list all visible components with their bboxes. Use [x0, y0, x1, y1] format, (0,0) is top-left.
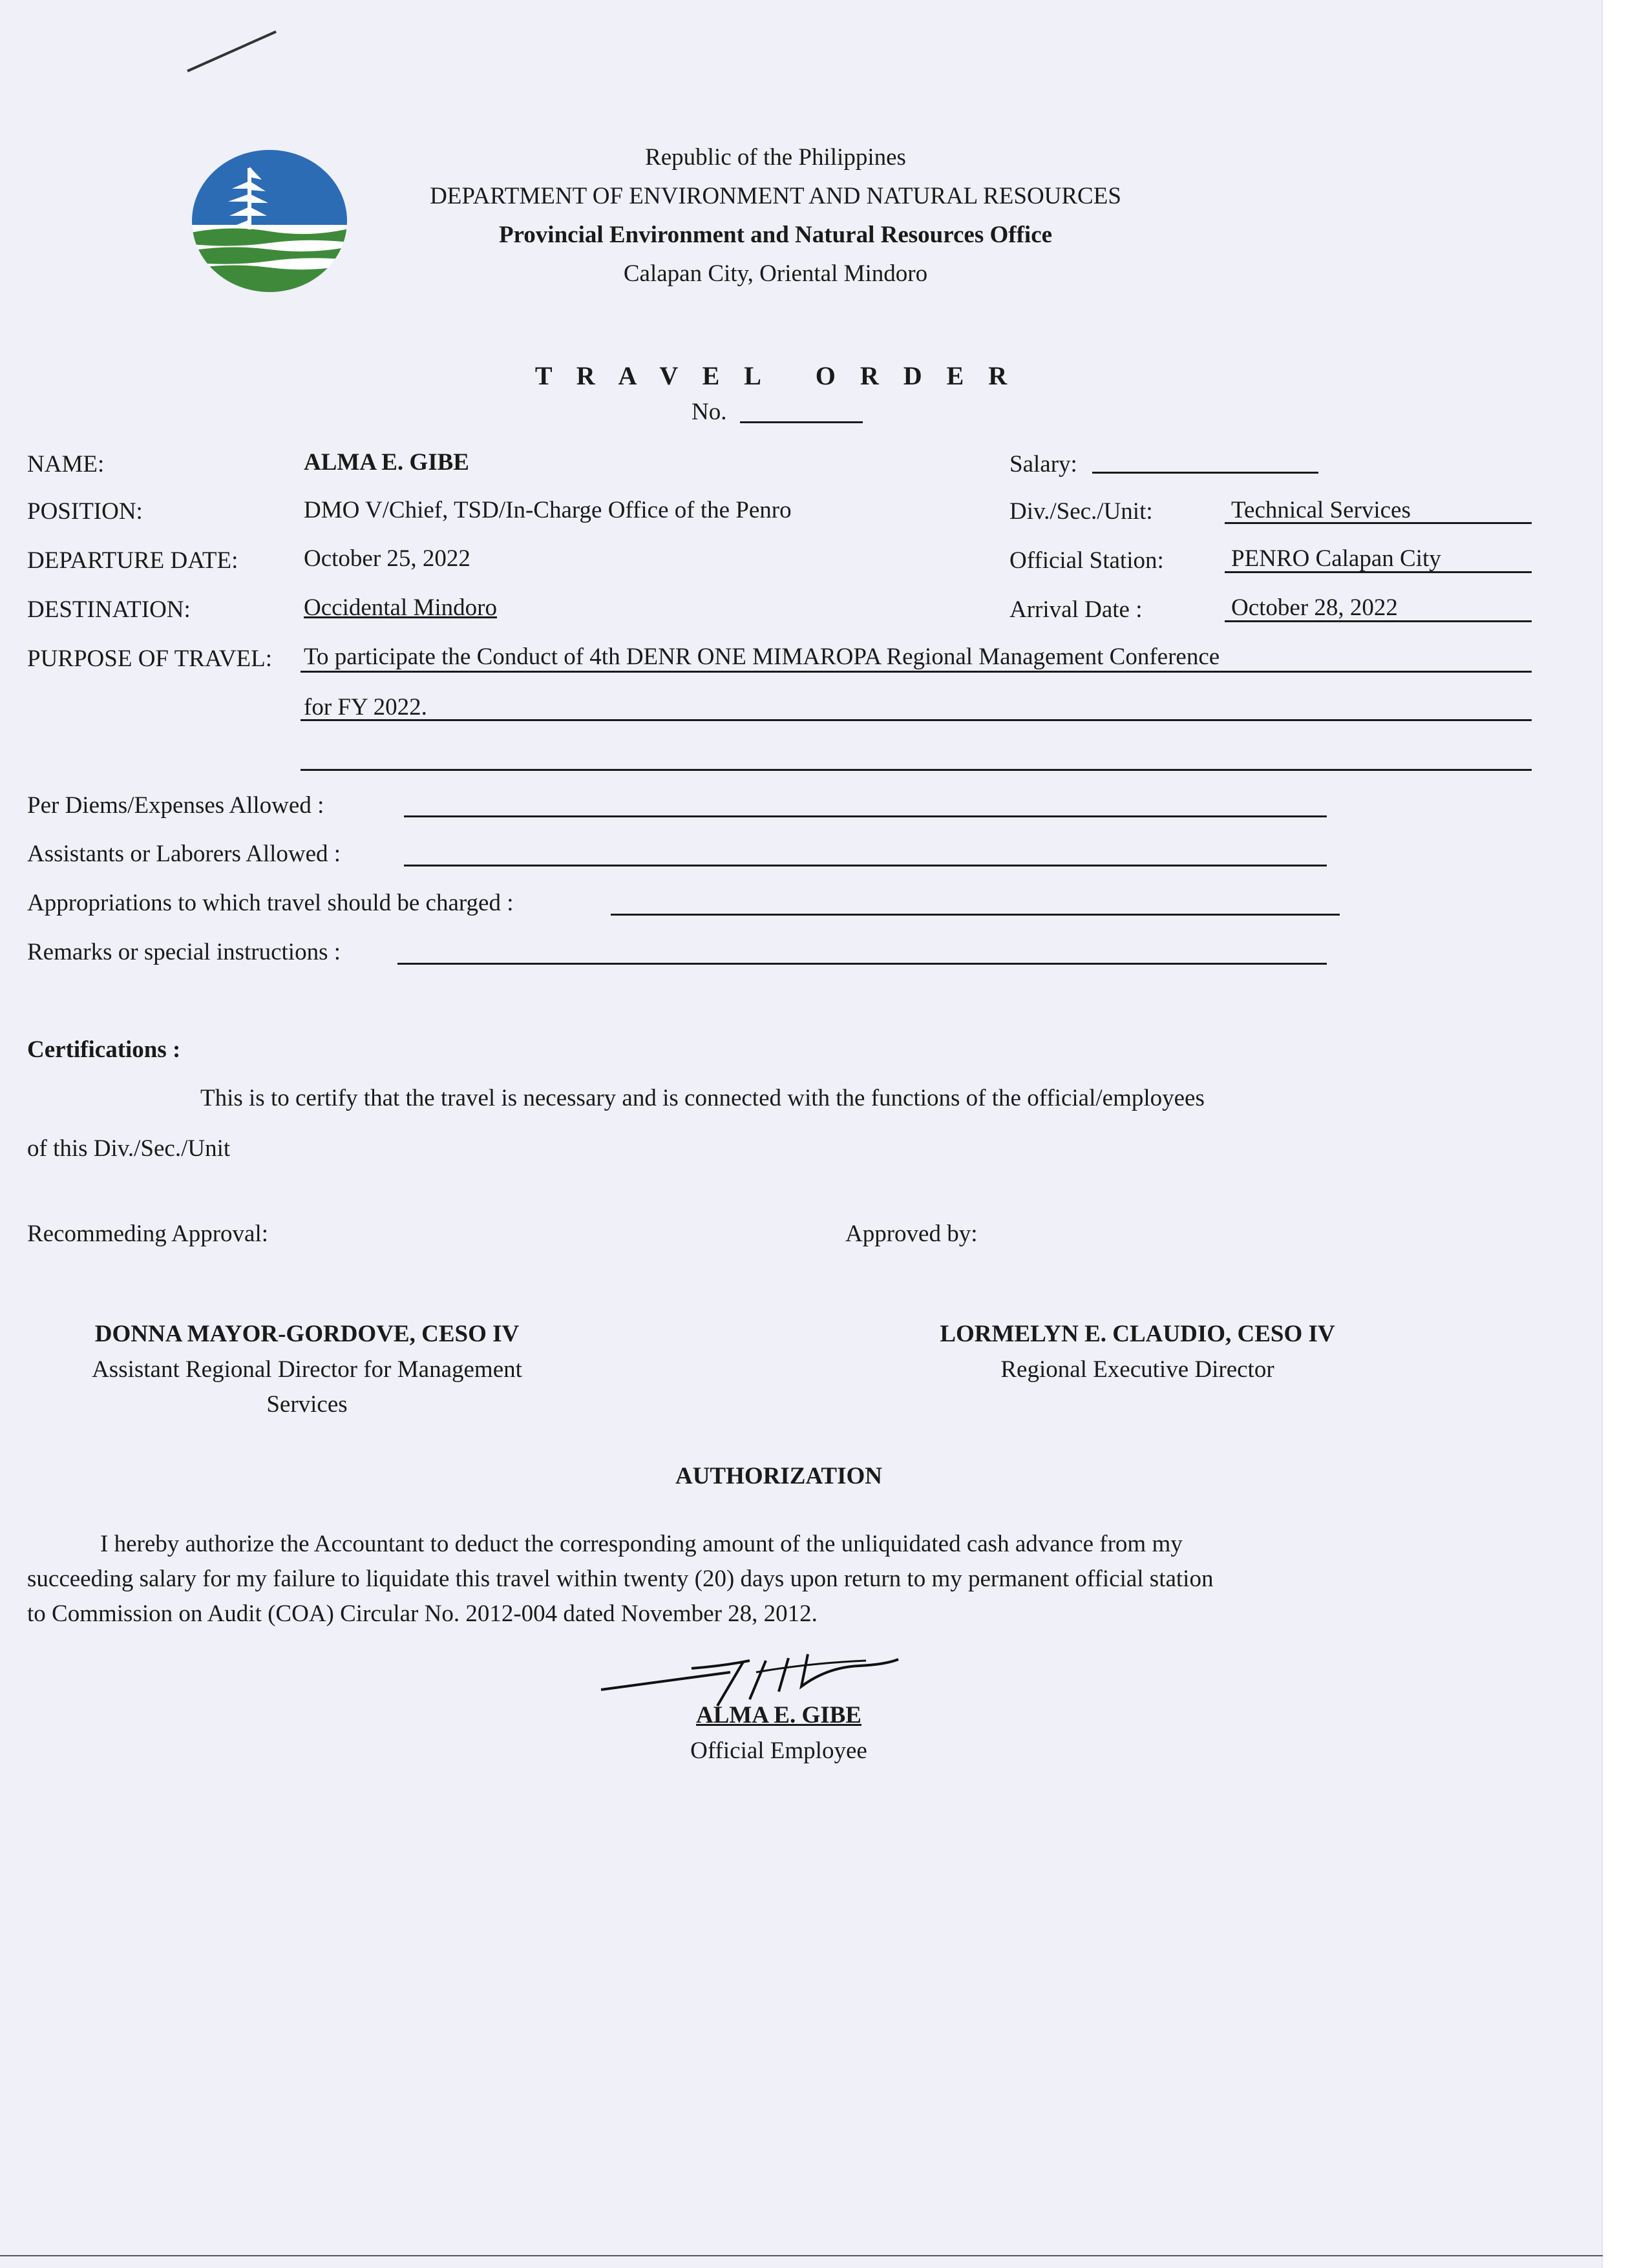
certifications-heading: Certifications : — [27, 1036, 181, 1063]
appropriations-label: Appropriations to which travel should be charged : — [27, 890, 514, 916]
destination-value: Occidental Mindoro — [304, 594, 497, 621]
position-label: POSITION: — [27, 498, 143, 525]
authorization-line-2: succeeding salary for my failure to liquidate this travel within twenty (20) days upon return to my permanent official station — [27, 1566, 1214, 1592]
arrival-field-line — [1225, 620, 1532, 622]
department-line: DEPARTMENT OF ENVIRONMENT AND NATURAL RESOURCES — [430, 183, 1121, 209]
per-diems-field[interactable] — [404, 815, 1327, 817]
page-edge — [1601, 0, 1648, 2268]
purpose-rule-1 — [301, 671, 1532, 673]
approver-title: Regional Executive Director — [1000, 1356, 1274, 1383]
station-value: PENRO Calapan City — [1231, 545, 1441, 572]
recommender-title-1: Assistant Regional Director for Management — [92, 1356, 522, 1383]
purpose-rule-3 — [301, 769, 1532, 771]
destination-label: DESTINATION: — [27, 596, 191, 623]
certification-line-1: This is to certify that the travel is necessary and is connected with the functions of the official/employees — [200, 1085, 1205, 1111]
purpose-label: PURPOSE OF TRAVEL: — [27, 646, 273, 672]
station-label: Official Station: — [1009, 547, 1164, 574]
name-value: ALMA E. GIBE — [304, 449, 469, 476]
authorization-line-1: I hereby authorize the Accountant to deduct the corresponding amount of the unliquidated cash advance from my — [100, 1531, 1183, 1557]
division-value: Technical Services — [1231, 497, 1411, 523]
signatory-title: Official Employee — [690, 1738, 867, 1764]
recommender-title-2: Services — [266, 1391, 348, 1418]
arrival-value: October 28, 2022 — [1231, 594, 1398, 621]
page-bottom-rule — [0, 2255, 1603, 2256]
division-label: Div./Sec./Unit: — [1009, 498, 1153, 525]
pen-mark — [187, 30, 277, 72]
departure-label: DEPARTURE DATE: — [27, 547, 238, 574]
office-line: Provincial Environment and Natural Resources Office — [498, 222, 1053, 248]
appropriations-field[interactable] — [611, 914, 1340, 916]
division-field-line — [1225, 522, 1532, 524]
certification-line-2: of this Div./Sec./Unit — [27, 1135, 231, 1162]
document-title: T R A V E L O R D E R — [534, 361, 1017, 390]
per-diems-label: Per Diems/Expenses Allowed : — [27, 792, 324, 819]
assistants-field[interactable] — [404, 865, 1327, 866]
purpose-rule-2 — [301, 719, 1532, 721]
salary-field[interactable] — [1092, 472, 1318, 474]
location-line: Calapan City, Oriental Mindoro — [623, 260, 928, 287]
salary-label: Salary: — [1009, 451, 1077, 478]
departure-value: October 25, 2022 — [304, 545, 470, 572]
approved-by-label: Approved by: — [845, 1221, 978, 1247]
approver-name: LORMELYN E. CLAUDIO, CESO IV — [940, 1321, 1335, 1347]
remarks-field[interactable] — [397, 963, 1327, 965]
station-field-line — [1225, 571, 1532, 573]
assistants-label: Assistants or Laborers Allowed : — [27, 841, 341, 867]
authorization-line-3: to Commission on Audit (COA) Circular No. 2012-004 dated November 28, 2012. — [27, 1601, 818, 1627]
recommending-approval-label: Recommeding Approval: — [27, 1221, 269, 1247]
remarks-label: Remarks or special instructions : — [27, 939, 341, 965]
purpose-line-1: To participate the Conduct of 4th DENR ONE MIMAROPA Regional Management Conference — [304, 644, 1220, 670]
authorization-heading: AUTHORIZATION — [675, 1463, 883, 1489]
order-no-label: No. — [692, 399, 727, 425]
republic-line: Republic of the Philippines — [645, 144, 906, 171]
position-value: DMO V/Chief, TSD/In-Charge Office of the Penro — [304, 497, 792, 523]
name-label: NAME: — [27, 451, 105, 478]
signatory-name: ALMA E. GIBE — [696, 1702, 861, 1728]
order-no-field[interactable] — [740, 421, 863, 423]
arrival-label: Arrival Date : — [1009, 596, 1143, 623]
recommender-name: DONNA MAYOR-GORDOVE, CESO IV — [94, 1321, 520, 1347]
purpose-line-2: for FY 2022. — [304, 694, 427, 720]
